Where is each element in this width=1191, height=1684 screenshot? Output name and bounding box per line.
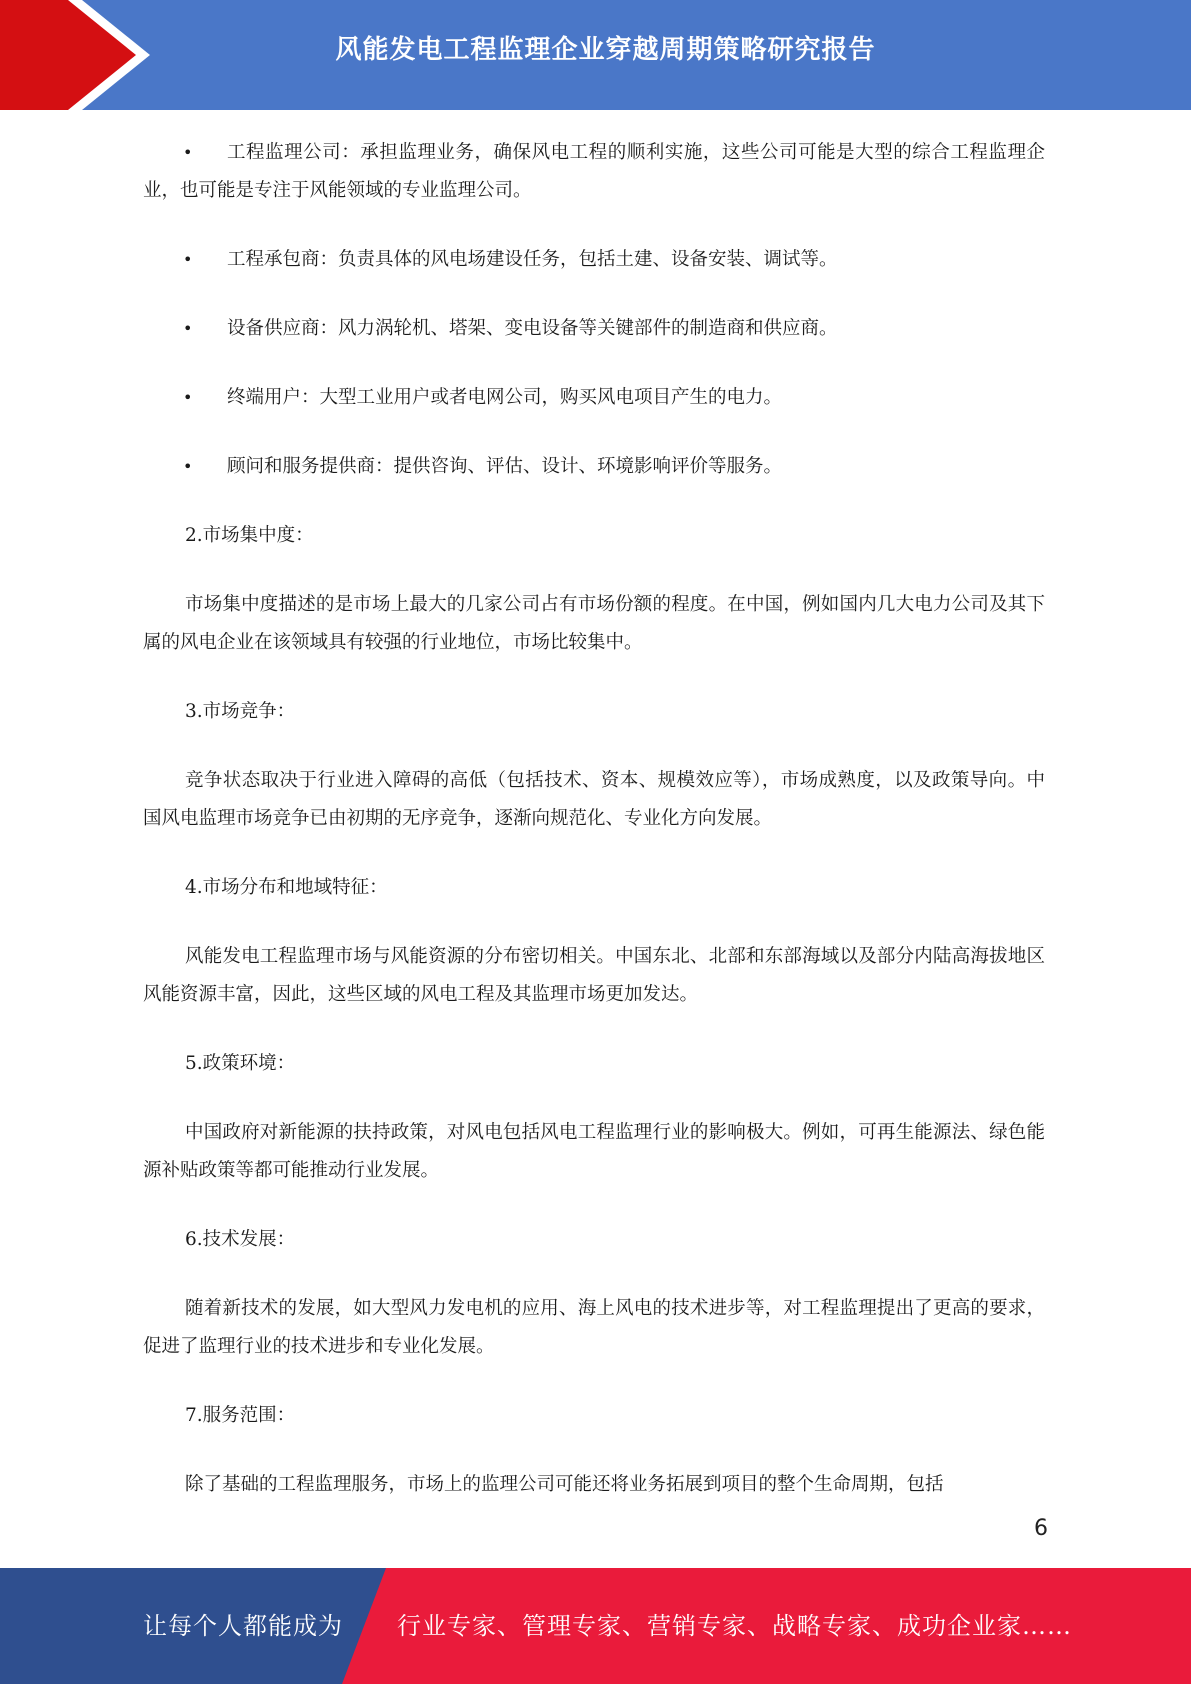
section-heading: 7.服务范围：	[185, 1405, 296, 1426]
section-paragraph: 风能发电工程监理市场与风能资源的分布密切相关。中国东北、北部和东部海域以及部分内陆高海拔地区风能资源丰富，因此，这些区域的风电工程及其监理市场更加发达。	[143, 946, 1045, 1005]
bullet-item	[143, 379, 1045, 417]
bullet-icon: •	[183, 319, 193, 338]
footer-slogan-right: 行业专家、管理专家、营销专家、战略专家、成功企业家……	[397, 1612, 1072, 1640]
bullet-icon: •	[183, 388, 193, 407]
section-paragraph: 中国政府对新能源的扶持政策，对风电包括风电工程监理行业的影响极大。例如，可再生能源法、绿色能源补贴政策等都可能推动行业发展。	[143, 1122, 1045, 1181]
section-paragraph: 竞争状态取决于行业进入障碍的高低（包括技术、资本、规模效应等），市场成熟度，以及政策导向。中国风电监理市场竞争已由初期的无序竞争，逐渐向规范化、专业化方向发展。	[143, 770, 1045, 829]
report-title: 风能发电工程监理企业穿越周期策略研究报告	[335, 35, 876, 65]
bullet-item	[143, 134, 1045, 210]
bullet-icon: •	[183, 143, 193, 162]
bullet-item	[143, 310, 1045, 348]
footer-slogan-left: 让每个人都能成为	[143, 1612, 343, 1640]
bullet-item	[143, 448, 1045, 486]
page-content	[143, 134, 1045, 1535]
bullet-item	[143, 241, 1045, 279]
section-heading: 2.市场集中度：	[185, 525, 314, 546]
section-heading: 4.市场分布和地域特征：	[185, 877, 388, 898]
bullet-icon: •	[183, 250, 193, 269]
section-heading: 6.技术发展：	[185, 1229, 296, 1250]
bullet-icon: •	[183, 457, 193, 476]
bullet-text: 工程承包商：负责具体的风电场建设任务，包括土建、设备安装、调试等。	[227, 249, 838, 270]
bullet-text: 顾问和服务提供商：提供咨询、评估、设计、环境影响评价等服务。	[227, 456, 783, 477]
bullet-text: 终端用户：大型工业用户或者电网公司，购买风电项目产生的电力。	[227, 387, 783, 408]
section-paragraph: 随着新技术的发展，如大型风力发电机的应用、海上风电的技术进步等，对工程监理提出了更高的要求，促进了监理行业的技术进步和专业化发展。	[143, 1298, 1045, 1357]
bullet-text: 工程监理公司：承担监理业务，确保风电工程的顺利实施，这些公司可能是大型的综合工程监理企业，也可能是专注于风能领域的专业监理公司。	[143, 142, 1045, 201]
section-heading: 5.政策环境：	[185, 1053, 296, 1074]
bullet-text: 设备供应商：风力涡轮机、塔架、变电设备等关键部件的制造商和供应商。	[227, 318, 838, 339]
section-paragraph: 除了基础的工程监理服务，市场上的监理公司可能还将业务拓展到项目的整个生命周期，包括	[185, 1474, 944, 1495]
page-footer	[0, 1568, 1191, 1684]
page-header	[0, 0, 1191, 110]
section-paragraph: 市场集中度描述的是市场上最大的几家公司占有市场份额的程度。在中国，例如国内几大电力公司及其下属的风电企业在该领域具有较强的行业地位，市场比较集中。	[143, 594, 1045, 653]
page-number: 6	[1034, 1516, 1048, 1541]
section-heading: 3.市场竞争：	[185, 701, 296, 722]
